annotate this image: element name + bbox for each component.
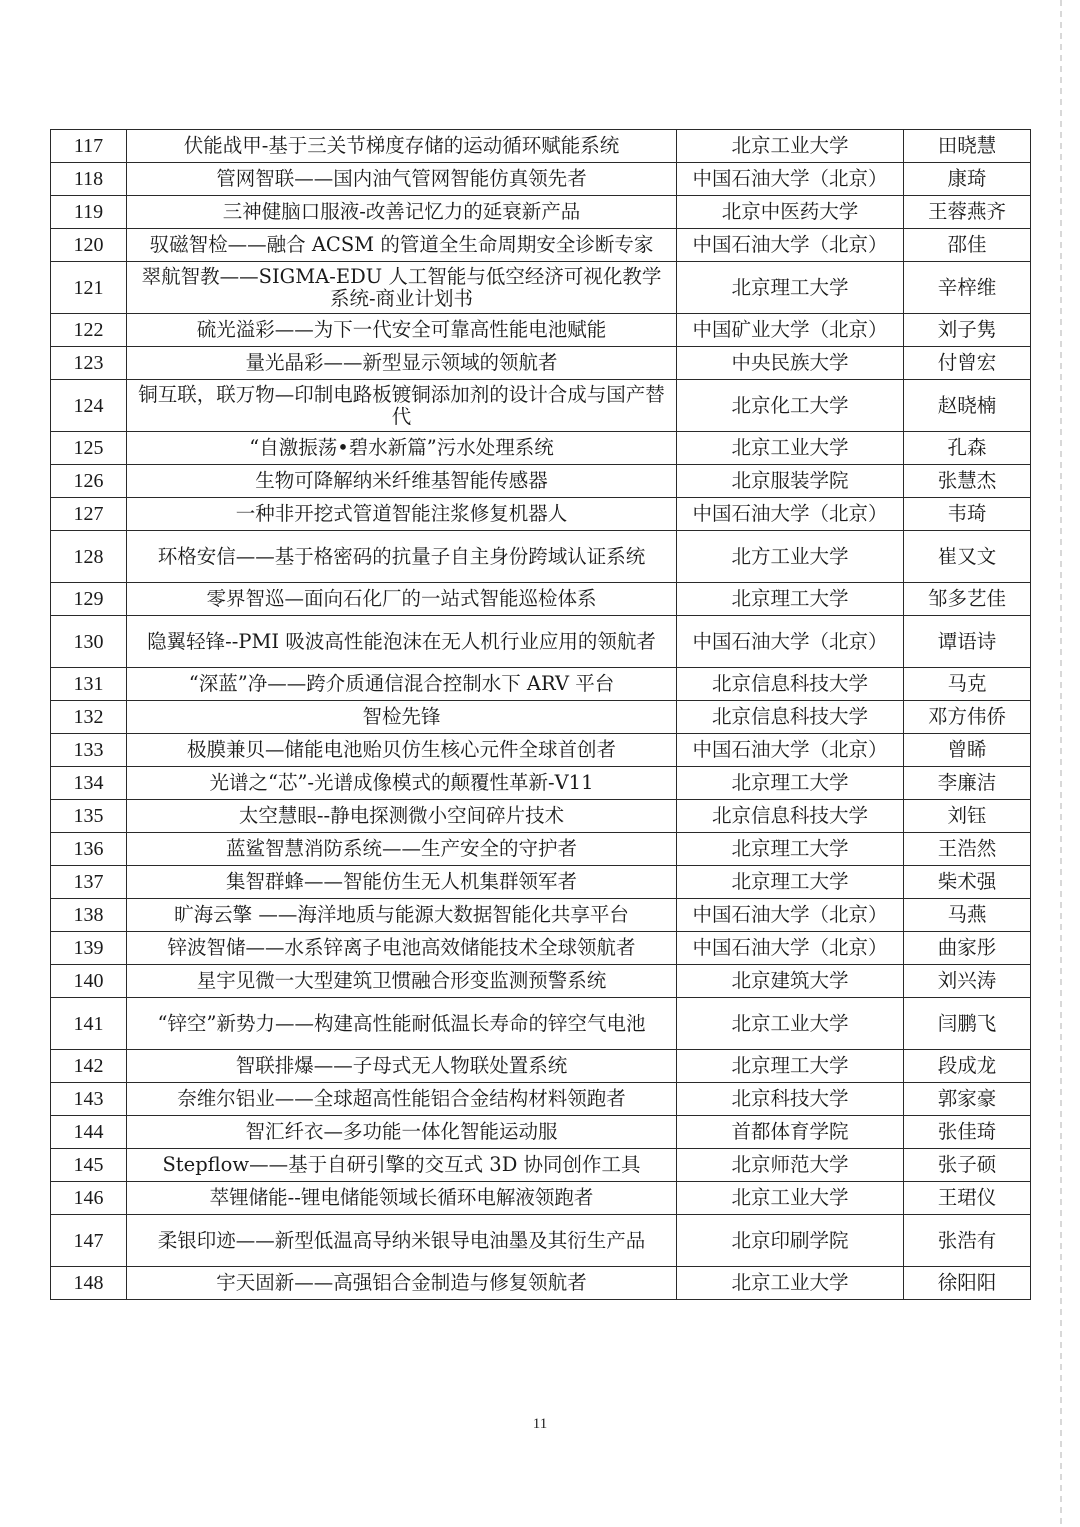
leader-name-cell: 邹多艺佳 bbox=[904, 583, 1031, 616]
school-cell: 中国石油大学（北京） bbox=[677, 734, 904, 767]
row-number-cell: 127 bbox=[51, 498, 127, 531]
leader-name-cell: 付曾宏 bbox=[904, 347, 1031, 380]
table-row bbox=[51, 1149, 1031, 1182]
row-number-cell: 117 bbox=[51, 130, 127, 163]
row-number-cell: 142 bbox=[51, 1050, 127, 1083]
school-cell: 中国矿业大学（北京） bbox=[677, 314, 904, 347]
table-row bbox=[51, 668, 1031, 701]
leader-name-cell: 谭语诗 bbox=[904, 616, 1031, 668]
leader-name-cell: 马克 bbox=[904, 668, 1031, 701]
school-cell: 北京师范大学 bbox=[677, 1149, 904, 1182]
school-cell: 北京化工大学 bbox=[677, 380, 904, 432]
row-number-cell: 148 bbox=[51, 1267, 127, 1300]
table-row bbox=[51, 701, 1031, 734]
leader-name-cell: 刘子隽 bbox=[904, 314, 1031, 347]
project-name-cell: 集智群蜂——智能仿生无人机集群领军者 bbox=[127, 866, 677, 899]
leader-name-cell: 邵佳 bbox=[904, 229, 1031, 262]
school-cell: 北京科技大学 bbox=[677, 1083, 904, 1116]
row-number-cell: 145 bbox=[51, 1149, 127, 1182]
row-number-cell: 121 bbox=[51, 262, 127, 314]
row-number-cell: 138 bbox=[51, 899, 127, 932]
leader-name-cell: 王浩然 bbox=[904, 833, 1031, 866]
row-number-cell: 134 bbox=[51, 767, 127, 800]
row-number-cell: 125 bbox=[51, 432, 127, 465]
school-cell: 北京理工大学 bbox=[677, 767, 904, 800]
school-cell: 北京信息科技大学 bbox=[677, 668, 904, 701]
project-name-cell: “自激振荡•碧水新篇”污水处理系统 bbox=[127, 432, 677, 465]
school-cell: 中国石油大学（北京） bbox=[677, 932, 904, 965]
project-name-cell: 蓝鲨智慧消防系统——生产安全的守护者 bbox=[127, 833, 677, 866]
school-cell: 中国石油大学（北京） bbox=[677, 616, 904, 668]
leader-name-cell: 张子硕 bbox=[904, 1149, 1031, 1182]
table-row bbox=[51, 163, 1031, 196]
leader-name-cell: 张慧杰 bbox=[904, 465, 1031, 498]
table-row bbox=[51, 347, 1031, 380]
table-row bbox=[51, 498, 1031, 531]
project-name-cell: 量光晶彩——新型显示领域的领航者 bbox=[127, 347, 677, 380]
project-name-cell: 萃锂储能--锂电储能领域长循环电解液领跑者 bbox=[127, 1182, 677, 1215]
leader-name-cell: 郭家豪 bbox=[904, 1083, 1031, 1116]
table-row bbox=[51, 965, 1031, 998]
school-cell: 北京理工大学 bbox=[677, 1050, 904, 1083]
school-cell: 中国石油大学（北京） bbox=[677, 163, 904, 196]
leader-name-cell: 辛梓维 bbox=[904, 262, 1031, 314]
row-number-cell: 144 bbox=[51, 1116, 127, 1149]
school-cell: 北京工业大学 bbox=[677, 130, 904, 163]
row-number-cell: 139 bbox=[51, 932, 127, 965]
school-cell: 北京信息科技大学 bbox=[677, 800, 904, 833]
table-row bbox=[51, 1083, 1031, 1116]
project-name-cell: 伏能战甲-基于三关节梯度存储的运动循环赋能系统 bbox=[127, 130, 677, 163]
row-number-cell: 137 bbox=[51, 866, 127, 899]
row-number-cell: 128 bbox=[51, 531, 127, 583]
project-name-cell: 锌波智储——水系锌离子电池高效储能技术全球领航者 bbox=[127, 932, 677, 965]
table-row bbox=[51, 314, 1031, 347]
school-cell: 北方工业大学 bbox=[677, 531, 904, 583]
row-number-cell: 122 bbox=[51, 314, 127, 347]
leader-name-cell: 赵晓楠 bbox=[904, 380, 1031, 432]
scan-edge-artifact bbox=[1060, 0, 1062, 1527]
project-name-cell: 光谱之“芯”-光谱成像模式的颠覆性革新-V11 bbox=[127, 767, 677, 800]
project-name-cell: 铜互联，联万物—印制电路板镀铜添加剂的设计合成与国产替代 bbox=[127, 380, 677, 432]
project-name-cell: 旷海云擎 ——海洋地质与能源大数据智能化共享平台 bbox=[127, 899, 677, 932]
table-body bbox=[51, 130, 1031, 1300]
table-row bbox=[51, 531, 1031, 583]
leader-name-cell: 王蓉燕齐 bbox=[904, 196, 1031, 229]
row-number-cell: 135 bbox=[51, 800, 127, 833]
table-row bbox=[51, 130, 1031, 163]
leader-name-cell: 康琦 bbox=[904, 163, 1031, 196]
table-row bbox=[51, 1182, 1031, 1215]
leader-name-cell: 段成龙 bbox=[904, 1050, 1031, 1083]
leader-name-cell: 柴术强 bbox=[904, 866, 1031, 899]
leader-name-cell: 张佳琦 bbox=[904, 1116, 1031, 1149]
row-number-cell: 147 bbox=[51, 1215, 127, 1267]
row-number-cell: 126 bbox=[51, 465, 127, 498]
table-row bbox=[51, 1116, 1031, 1149]
leader-name-cell: 孔森 bbox=[904, 432, 1031, 465]
row-number-cell: 124 bbox=[51, 380, 127, 432]
school-cell: 北京工业大学 bbox=[677, 998, 904, 1050]
project-name-cell: 环格安信——基于格密码的抗量子自主身份跨域认证系统 bbox=[127, 531, 677, 583]
school-cell: 北京印刷学院 bbox=[677, 1215, 904, 1267]
project-name-cell: 翠航智教——SIGMA-EDU 人工智能与低空经济可视化教学系统-商业计划书 bbox=[127, 262, 677, 314]
school-cell: 北京理工大学 bbox=[677, 866, 904, 899]
table-row bbox=[51, 1267, 1031, 1300]
table-row bbox=[51, 432, 1031, 465]
row-number-cell: 136 bbox=[51, 833, 127, 866]
school-cell: 北京信息科技大学 bbox=[677, 701, 904, 734]
project-name-cell: 隐翼轻锋--PMI 吸波高性能泡沫在无人机行业应用的领航者 bbox=[127, 616, 677, 668]
leader-name-cell: 曾睎 bbox=[904, 734, 1031, 767]
project-name-cell: 智联排爆——子母式无人物联处置系统 bbox=[127, 1050, 677, 1083]
school-cell: 北京服装学院 bbox=[677, 465, 904, 498]
table-row bbox=[51, 196, 1031, 229]
row-number-cell: 123 bbox=[51, 347, 127, 380]
table-row bbox=[51, 800, 1031, 833]
row-number-cell: 141 bbox=[51, 998, 127, 1050]
row-number-cell: 120 bbox=[51, 229, 127, 262]
row-number-cell: 132 bbox=[51, 701, 127, 734]
school-cell: 北京工业大学 bbox=[677, 432, 904, 465]
school-cell: 北京工业大学 bbox=[677, 1267, 904, 1300]
project-name-cell: 星宇见微一大型建筑卫惯融合形变监测预警系统 bbox=[127, 965, 677, 998]
row-number-cell: 140 bbox=[51, 965, 127, 998]
project-name-cell: 驭磁智检——融合 ACSM 的管道全生命周期安全诊断专家 bbox=[127, 229, 677, 262]
school-cell: 中央民族大学 bbox=[677, 347, 904, 380]
leader-name-cell: 韦琦 bbox=[904, 498, 1031, 531]
table-row bbox=[51, 1215, 1031, 1267]
school-cell: 北京工业大学 bbox=[677, 1182, 904, 1215]
project-name-cell: “深蓝”净——跨介质通信混合控制水下 ARV 平台 bbox=[127, 668, 677, 701]
table-row bbox=[51, 932, 1031, 965]
leader-name-cell: 邓方伟侨 bbox=[904, 701, 1031, 734]
leader-name-cell: 曲家彤 bbox=[904, 932, 1031, 965]
award-list-table bbox=[50, 129, 1031, 1300]
leader-name-cell: 刘兴涛 bbox=[904, 965, 1031, 998]
project-name-cell: 生物可降解纳米纤维基智能传感器 bbox=[127, 465, 677, 498]
table-row bbox=[51, 866, 1031, 899]
page-number: 11 bbox=[532, 1416, 548, 1432]
project-name-cell: 智汇纤衣—多功能一体化智能运动服 bbox=[127, 1116, 677, 1149]
project-name-cell: Stepflow——基于自研引擎的交互式 3D 协同创作工具 bbox=[127, 1149, 677, 1182]
table-row bbox=[51, 1050, 1031, 1083]
row-number-cell: 119 bbox=[51, 196, 127, 229]
row-number-cell: 133 bbox=[51, 734, 127, 767]
school-cell: 中国石油大学（北京） bbox=[677, 498, 904, 531]
row-number-cell: 146 bbox=[51, 1182, 127, 1215]
table-row bbox=[51, 899, 1031, 932]
leader-name-cell: 王珺仪 bbox=[904, 1182, 1031, 1215]
row-number-cell: 130 bbox=[51, 616, 127, 668]
project-name-cell: 硫光溢彩——为下一代安全可靠高性能电池赋能 bbox=[127, 314, 677, 347]
table-row bbox=[51, 262, 1031, 314]
project-name-cell: 柔银印迹——新型低温高导纳米银导电油墨及其衍生产品 bbox=[127, 1215, 677, 1267]
table-row bbox=[51, 734, 1031, 767]
project-name-cell: 管网智联——国内油气管网智能仿真领先者 bbox=[127, 163, 677, 196]
table-row bbox=[51, 583, 1031, 616]
table-row bbox=[51, 229, 1031, 262]
table-row bbox=[51, 833, 1031, 866]
leader-name-cell: 闫鹏飞 bbox=[904, 998, 1031, 1050]
row-number-cell: 129 bbox=[51, 583, 127, 616]
leader-name-cell: 刘钰 bbox=[904, 800, 1031, 833]
table-row bbox=[51, 767, 1031, 800]
leader-name-cell: 田晓慧 bbox=[904, 130, 1031, 163]
school-cell: 北京理工大学 bbox=[677, 833, 904, 866]
project-name-cell: 三神健脑口服液-改善记忆力的延衰新产品 bbox=[127, 196, 677, 229]
leader-name-cell: 崔又文 bbox=[904, 531, 1031, 583]
leader-name-cell: 李廉洁 bbox=[904, 767, 1031, 800]
row-number-cell: 131 bbox=[51, 668, 127, 701]
school-cell: 北京理工大学 bbox=[677, 262, 904, 314]
table-row bbox=[51, 998, 1031, 1050]
row-number-cell: 143 bbox=[51, 1083, 127, 1116]
leader-name-cell: 张浩有 bbox=[904, 1215, 1031, 1267]
project-name-cell: 零界智巡—面向石化厂的一站式智能巡检体系 bbox=[127, 583, 677, 616]
table-row bbox=[51, 616, 1031, 668]
leader-name-cell: 马燕 bbox=[904, 899, 1031, 932]
table-row bbox=[51, 380, 1031, 432]
school-cell: 北京理工大学 bbox=[677, 583, 904, 616]
table-row bbox=[51, 465, 1031, 498]
school-cell: 中国石油大学（北京） bbox=[677, 229, 904, 262]
leader-name-cell: 徐阳阳 bbox=[904, 1267, 1031, 1300]
project-name-cell: 太空慧眼--静电探测微小空间碎片技术 bbox=[127, 800, 677, 833]
project-name-cell: 一种非开挖式管道智能注浆修复机器人 bbox=[127, 498, 677, 531]
project-name-cell: 极膜兼贝—储能电池贻贝仿生核心元件全球首创者 bbox=[127, 734, 677, 767]
school-cell: 中国石油大学（北京） bbox=[677, 899, 904, 932]
project-name-cell: 宇天固新——高强铝合金制造与修复领航者 bbox=[127, 1267, 677, 1300]
project-name-cell: 奈维尔铝业——全球超高性能铝合金结构材料领跑者 bbox=[127, 1083, 677, 1116]
school-cell: 首都体育学院 bbox=[677, 1116, 904, 1149]
project-name-cell: 智检先锋 bbox=[127, 701, 677, 734]
project-name-cell: “锌空”新势力——构建高性能耐低温长寿命的锌空气电池 bbox=[127, 998, 677, 1050]
school-cell: 北京建筑大学 bbox=[677, 965, 904, 998]
row-number-cell: 118 bbox=[51, 163, 127, 196]
school-cell: 北京中医药大学 bbox=[677, 196, 904, 229]
